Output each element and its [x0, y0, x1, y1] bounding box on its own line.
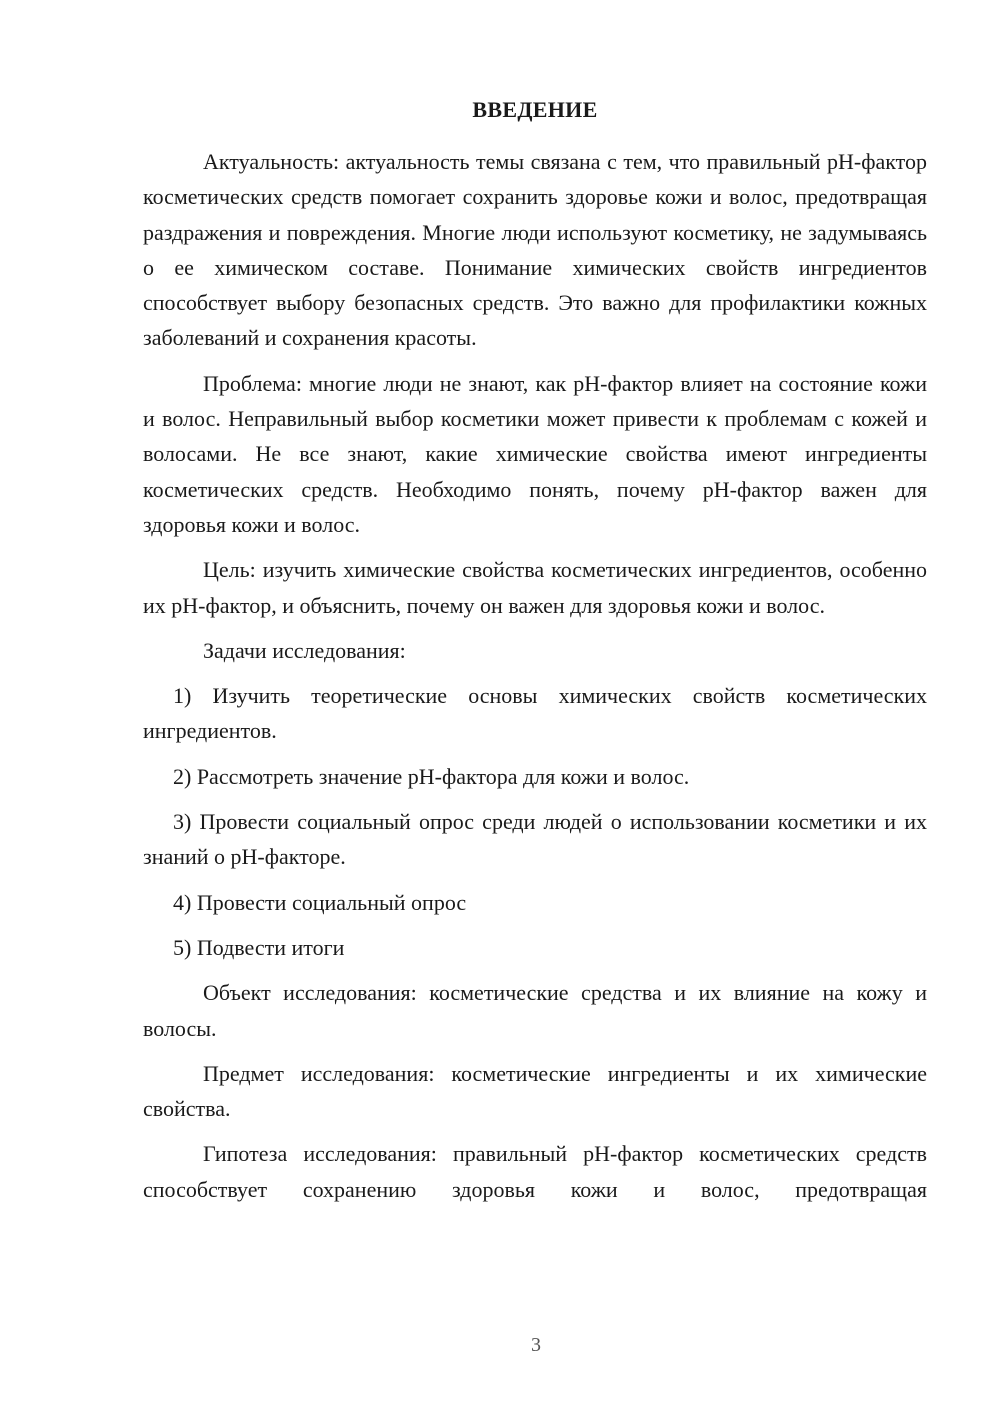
hypothesis-paragraph: Гипотеза исследования: правильный pH-фактор косметических средств способствует сохранению здоровья кожи и волос, предотвращая [143, 1141, 927, 1202]
tasks-heading: Задачи исследования: [203, 637, 406, 663]
subject-paragraph: Предмет исследования: косметические ингредиенты и их химические свойства. [143, 1060, 927, 1122]
page-number: 3 [531, 1334, 541, 1356]
relevance-paragraph: Актуальность: актуальность темы связана с тем, что правильный pH-фактор косметических средств помогает сохранить здоровье кожи и волос, предотвращая раздражения и повреждения. Многие люди используют косметику, не задумываясь о ее химическом составе. Понимание химических свойств ингредиентов способствует выбору безопасных средств. Это важно для профилактики кожных заболеваний и сохранения красоты. [143, 149, 927, 351]
problem-paragraph: Проблема: многие люди не знают, как pH-фактор влияет на состояние кожи и волос. Неправильный выбор косметики может привести к проблемам с кожей и волосами. Не все знают, какие химические свойства имеют ингредиенты косметических средств. Необходимо понять, почему pH-фактор важен для здоровья кожи и волос. [143, 370, 927, 537]
task-item-5: 5) Подвести итоги [173, 934, 345, 960]
task-item-2: 2) Рассмотреть значение pH-фактора для кожи и волос. [173, 763, 690, 789]
object-paragraph: Объект исследования: косметические средства и их влияние на кожу и волосы. [143, 980, 927, 1041]
goal-paragraph: Цель: изучить химические свойства косметических ингредиентов, особенно их pH-фактор, и объяснить, почему он важен для здоровья кожи и волос. [143, 557, 927, 618]
document-page [143, 96, 927, 1207]
task-item-4: 4) Провести социальный опрос [173, 889, 467, 915]
task-item-1: 1) Изучить теоретические основы химических свойств косметических ингредиентов. [143, 683, 927, 744]
task-item-3: 3) Провести социальный опрос среди людей о использовании косметики и их знаний о pH-факторе. [143, 809, 927, 870]
section-title: ВВЕДЕНИЕ [472, 97, 598, 122]
